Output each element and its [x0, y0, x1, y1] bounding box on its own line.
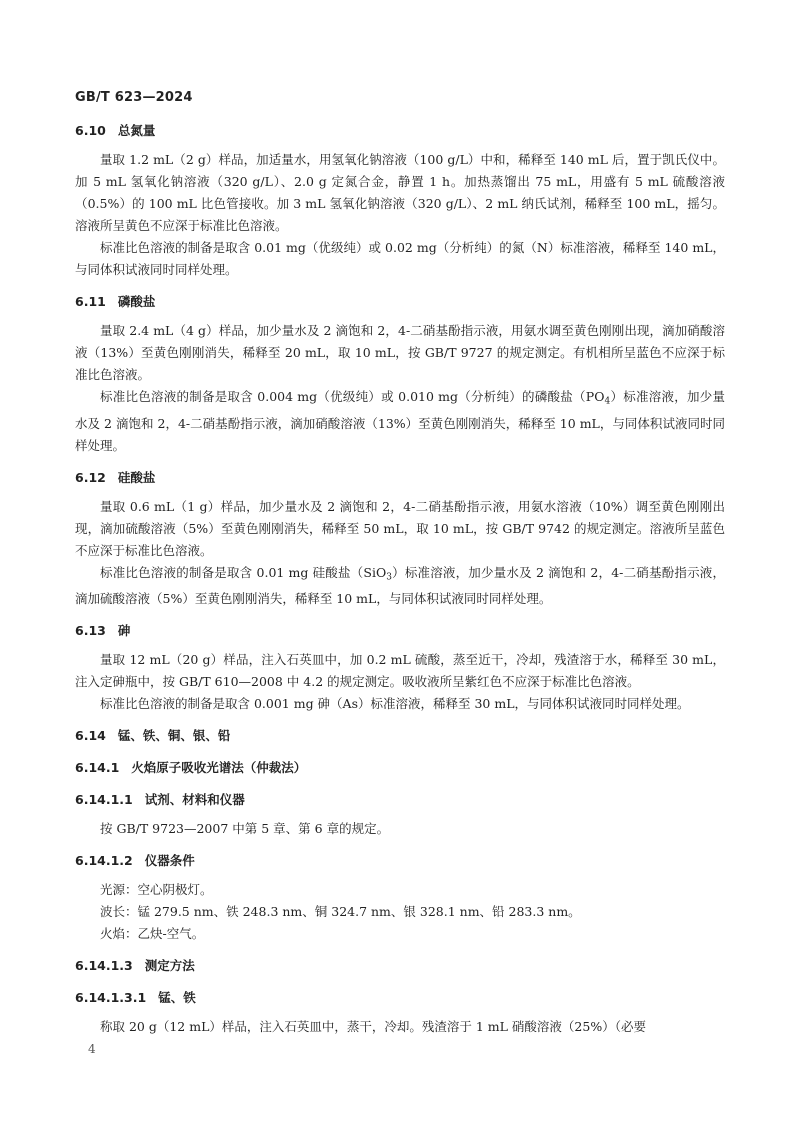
document-body: [75, 112, 725, 1038]
heading-6-14-1-3-1: [75, 989, 725, 1007]
heading-6-14: [75, 727, 725, 745]
instrument-condition-wavelength: 波长：锰 279.5 nm、铁 248.3 nm、铜 324.7 nm、银 328.1 nm、铅 283.3 nm。: [100, 904, 581, 920]
section-number: 6.10: [75, 123, 106, 138]
heading-6-14-1-2: [75, 852, 725, 870]
paragraph: 量取 12 mL（20 g）样品，注入石英皿中，加 0.2 mL 硫酸，蒸至近干，冷却，残渣溶于水，稀释至 30 mL，注入定砷瓶中，按 GB/T 610—2008 中 4.2 的规定测定。吸收液所呈紫红色不应深于标准比色溶液。: [75, 652, 725, 690]
paragraph: [75, 562, 725, 611]
section-number: 6.12: [75, 469, 106, 485]
paragraph: 标准比色溶液的制备是取含 0.01 mg（优级纯）或 0.02 mg（分析纯）的氮（N）标准溶液，稀释至 140 mL，与同体积试液同时同样处理。: [75, 240, 725, 277]
heading-6-10: [75, 122, 725, 140]
section-title: 磷酸盐: [117, 294, 156, 309]
subscript: 3: [386, 572, 392, 583]
heading-6-11: [75, 293, 725, 311]
section-title: 试剂、材料和仪器: [144, 792, 245, 808]
paragraph: 量取 1.2 mL（2 g）样品，加适量水，用氢氧化钠溶液（100 g/L）中和，稀释至 140 mL 后，置于凯氏仪中。加 5 mL 氢氧化钠溶液（320 g/L）、2.0 g 定氮合金，静置 1 h。加热蒸馏出 75 mL，用盛有 5 mL 硫酸溶液（0.5%）的 100 mL 比色管接收。加 3 mL 氢氧化钠溶液（320 g/L）、2 mL 纳氏试剂，稀释至 100 mL，摇匀。溶液所呈黄色不应深于标准比色溶液。: [75, 152, 725, 233]
text-run: ）标准溶液，加少量水及 2 滴饱和 2，4-二硝基酚指示液，滴加硝酸溶液（13%）至黄色刚刚消失，稀释至 10 mL，与同体积试液同时同样处理。: [75, 389, 725, 453]
section-title: 总氮量: [117, 123, 156, 138]
section-number: 6.14: [75, 728, 106, 744]
heading-6-12: [75, 469, 725, 487]
instrument-condition-light-source: 光源：空心阴极灯。: [100, 882, 213, 898]
section-number: 6.14.1.3: [75, 958, 133, 974]
paragraph: 称取 20 g（12 mL）样品，注入石英皿中，蒸干，冷却。残渣溶于 1 mL 硝酸溶液（25%）（必要: [100, 1019, 646, 1035]
text-run: ）标准溶液，加少量水及 2 滴饱和 2，4-二硝基酚指示液，滴加硫酸溶液（5%）至黄色刚刚消失，稀释至 10 mL，与同体积试液同时同样处理。: [75, 564, 725, 607]
section-title: 锰、铁: [158, 990, 196, 1006]
section-number: 6.14.1: [75, 760, 120, 776]
subscript: 4: [604, 396, 611, 407]
section-number: 6.14.1.3.1: [75, 990, 147, 1006]
heading-6-14-1-3: [75, 957, 725, 975]
section-title: 仪器条件: [144, 853, 195, 869]
heading-6-14-1: [75, 759, 725, 777]
section-number: 6.11: [75, 294, 106, 309]
section-title: 锰、铁、铜、银、铅: [117, 728, 231, 744]
section-title: 测定方法: [144, 958, 195, 974]
section-title: 硅酸盐: [117, 469, 156, 485]
heading-6-14-1-1: [75, 791, 725, 809]
paragraph: 量取 2.4 mL（4 g）样品，加少量水及 2 滴饱和 2，4-二硝基酚指示液，用氨水调至黄色刚刚出现，滴加硝酸溶液（13%）至黄色刚刚消失，稀释至 20 mL，取 10 mL，按 GB/T 9727 的规定测定。有机相所呈蓝色不应深于标准比色溶液。: [75, 323, 725, 382]
standard-code: GB/T 623—2024: [75, 90, 193, 105]
paragraph: 按 GB/T 9723—2007 中第 5 章、第 6 章的规定。: [100, 821, 390, 837]
section-number: 6.14.1.1: [75, 792, 133, 808]
paragraph: [75, 386, 725, 457]
paragraph: 量取 0.6 mL（1 g）样品，加少量水及 2 滴饱和 2，4-二硝基酚指示液，用氨水溶液（10%）调至黄色刚刚出现，滴加硫酸溶液（5%）至黄色刚刚消失，稀释至 50 mL，取 10 mL，按 GB/T 9742 的规定测定。溶液所呈蓝色不应深于标准比色溶液。: [75, 498, 725, 558]
paragraph: 标准比色溶液的制备是取含 0.001 mg 砷（As）标准溶液，稀释至 30 mL，与同体积试液同时同样处理。: [100, 696, 690, 712]
section-title: 砷: [117, 623, 131, 639]
text-run: 标准比色溶液的制备是取含 0.004 mg（优级纯）或 0.010 mg（分析纯）的磷酸盐（PO: [100, 389, 605, 404]
section-title: 火焰原子吸收光谱法（仲裁法）: [131, 760, 307, 776]
page-number: 4: [88, 1042, 96, 1056]
text-run: 标准比色溶液的制备是取含 0.01 mg 硅酸盐（SiO: [100, 564, 387, 580]
section-number: 6.13: [75, 623, 106, 639]
section-number: 6.14.1.2: [75, 853, 133, 869]
instrument-condition-flame: 火焰：乙炔-空气。: [100, 926, 205, 942]
heading-6-13: [75, 622, 725, 640]
